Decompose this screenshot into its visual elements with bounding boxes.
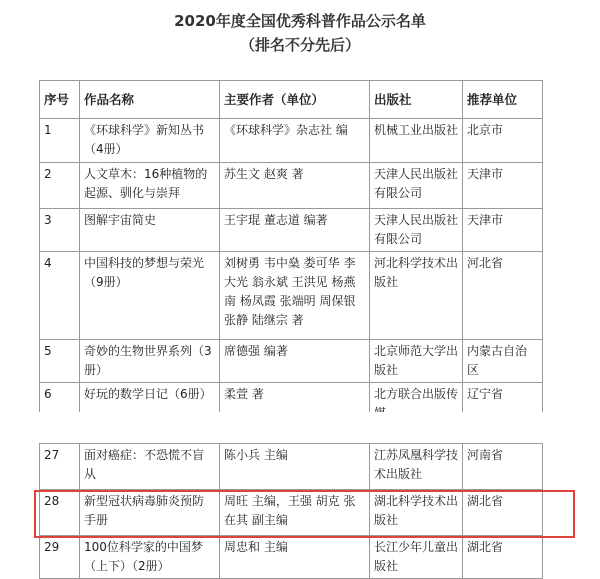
table-bottom [39, 443, 543, 579]
cell-name: 人文草木：16种植物的起源、驯化与崇拜 [80, 163, 220, 209]
table-row [40, 163, 543, 209]
cell-name: 好玩的数学日记（6册） [80, 383, 220, 426]
cell-no: 4 [40, 252, 80, 340]
cell-author: 刘树勇 韦中燊 娄可华 李大光 翁永斌 王洪见 杨燕南 杨凤霞 张端明 周保银 张静 陆继宗 著 [220, 252, 370, 340]
cell-author: 《环球科学》杂志社 编 [220, 119, 370, 163]
header-no: 序号 [40, 81, 80, 119]
cell-publisher: 湖北科学技术出版社 [370, 490, 463, 536]
cell-no: 2 [40, 163, 80, 209]
cell-name: 中国科技的梦想与荣光（9册） [80, 252, 220, 340]
table-row [40, 252, 543, 340]
page-title: 2020年度全国优秀科普作品公示名单 [174, 12, 426, 30]
cell-no: 1 [40, 119, 80, 163]
cell-unit: 河北省 [463, 252, 543, 340]
cell-unit: 内蒙古自治区 [463, 340, 543, 383]
cell-publisher: 河北科学技术出版社 [370, 252, 463, 340]
header-publisher: 出版社 [370, 81, 463, 119]
cell-author: 苏生文 赵爽 著 [220, 163, 370, 209]
cell-unit: 河南省 [463, 444, 543, 490]
cell-name: 图解宇宙简史 [80, 209, 220, 252]
page-subtitle: （排名不分先后） [239, 36, 360, 54]
table-gap [39, 412, 567, 442]
table-row-highlighted [40, 490, 543, 536]
cell-no: 5 [40, 340, 80, 383]
cell-name: 100位科学家的中国梦（上下）（2册） [80, 536, 220, 579]
table-row [40, 444, 543, 490]
cell-publisher: 江苏凤凰科学技术出版社 [370, 444, 463, 490]
cell-publisher: 长江少年儿童出版社 [370, 536, 463, 579]
cell-no: 3 [40, 209, 80, 252]
table-header-row [40, 81, 543, 119]
cell-publisher: 天津人民出版社有限公司 [370, 163, 463, 209]
cell-no: 6 [40, 383, 80, 426]
cell-author: 陈小兵 主编 [220, 444, 370, 490]
cell-publisher: 天津人民出版社有限公司 [370, 209, 463, 252]
table-row [40, 209, 543, 252]
cell-author: 王宇琨 董志道 编著 [220, 209, 370, 252]
table-row [40, 340, 543, 383]
cell-name: 新型冠状病毒肺炎预防手册 [80, 490, 220, 536]
cell-publisher: 机械工业出版社 [370, 119, 463, 163]
cell-unit: 天津市 [463, 163, 543, 209]
header-name: 作品名称 [80, 81, 220, 119]
cell-no: 27 [40, 444, 80, 490]
header-unit: 推荐单位 [463, 81, 543, 119]
cell-name: 奇妙的生物世界系列（3册） [80, 340, 220, 383]
cell-unit: 辽宁省 [463, 383, 543, 426]
header-author: 主要作者（单位） [220, 81, 370, 119]
table-row [40, 536, 543, 579]
table-row [40, 119, 543, 163]
cell-unit: 北京市 [463, 119, 543, 163]
cell-author: 周旺 主编，王强 胡克 张在其 副主编 [220, 490, 370, 536]
cell-unit: 天津市 [463, 209, 543, 252]
cell-no: 29 [40, 536, 80, 579]
table-top [39, 80, 543, 426]
cell-publisher: 北方联合出版传 [370, 383, 463, 426]
cell-unit: 湖北省 [463, 536, 543, 579]
cell-author: 周忠和 主编 [220, 536, 370, 579]
cell-name: 面对癌症：不恐慌不盲从 [80, 444, 220, 490]
cell-author: 柔萱 著 [220, 383, 370, 426]
cell-name: 《环球科学》新知丛书（4册） [80, 119, 220, 163]
cell-no: 28 [40, 490, 80, 536]
cell-author: 席德强 编著 [220, 340, 370, 383]
cell-publisher: 北京师范大学出版社 [370, 340, 463, 383]
cell-unit: 湖北省 [463, 490, 543, 536]
